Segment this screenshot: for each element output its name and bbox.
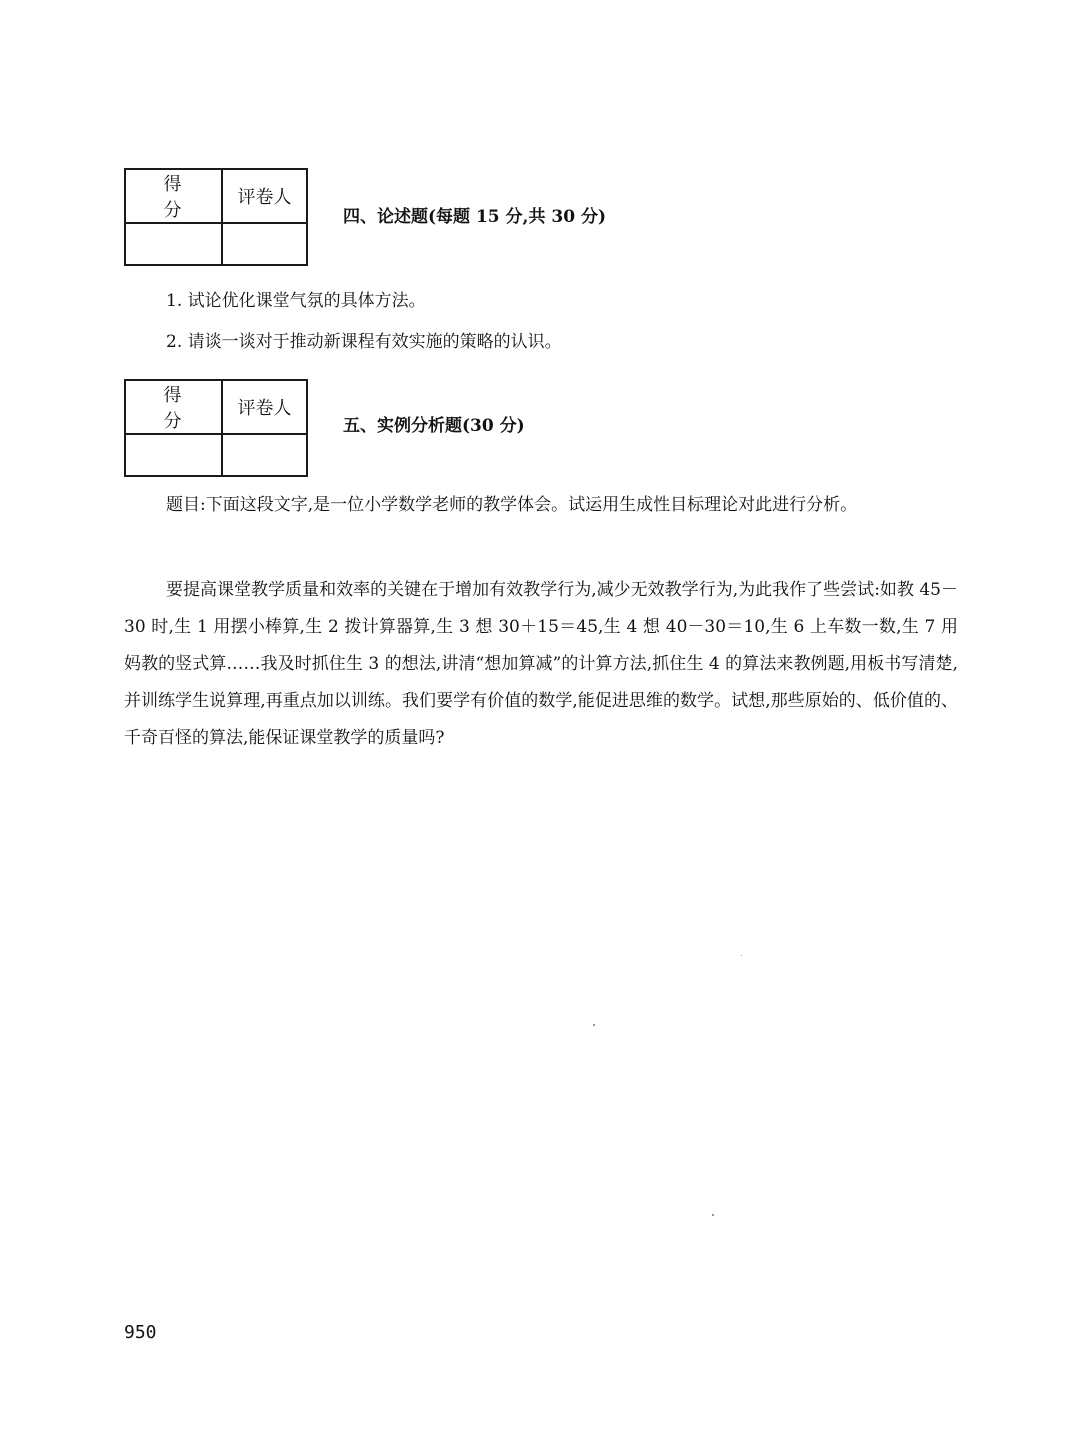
- scan-speck: [712, 1214, 714, 1216]
- grader-field[interactable]: [222, 434, 307, 476]
- scan-speck: [593, 1024, 595, 1026]
- case-passage: 要提高课堂教学质量和效率的关键在于增加有效教学行为,减少无效教学行为,为此我作了些尝试:如教 45－30 时,生 1 用摆小棒算,生 2 拨计算器算,生 3 想 30＋15＝45,生 4 想 40－30＝10,生 6 上车数一数,生 7 用妈教的竖式算……我及时抓住生 3 的想法,讲清“想加算减”的计算方法,抓住生 4 的算法来教例题,用板书写清楚,并训练学生说算理,再重点加以训练。我们要学有价值的数学,能促进思维的数学。试想,那些原始的、低价值的、千奇百怪的算法,能保证课堂教学的质量吗?: [124, 580, 958, 748]
- page-number: 950: [124, 1322, 157, 1343]
- score-field[interactable]: [125, 223, 222, 265]
- grader-label: 评卷人: [222, 169, 307, 223]
- score-field[interactable]: [125, 434, 222, 476]
- scan-speck: [741, 955, 742, 956]
- question-2: 2. 请谈一谈对于推动新课程有效实施的策略的认识。: [166, 332, 562, 352]
- score-box-section5: [124, 379, 308, 477]
- score-label: 得 分: [125, 380, 222, 434]
- grader-field[interactable]: [222, 223, 307, 265]
- section5-heading: 五、实例分析题(30 分): [343, 416, 525, 436]
- score-label: 得 分: [125, 169, 222, 223]
- question-prompt: 题目:下面这段文字,是一位小学数学老师的教学体会。试运用生成性目标理论对此进行分析。: [166, 495, 858, 515]
- section4-heading: 四、论述题(每题 15 分,共 30 分): [343, 207, 606, 227]
- grader-label: 评卷人: [222, 380, 307, 434]
- question-1: 1. 试论优化课堂气氛的具体方法。: [166, 291, 426, 311]
- score-box-section4: [124, 168, 308, 266]
